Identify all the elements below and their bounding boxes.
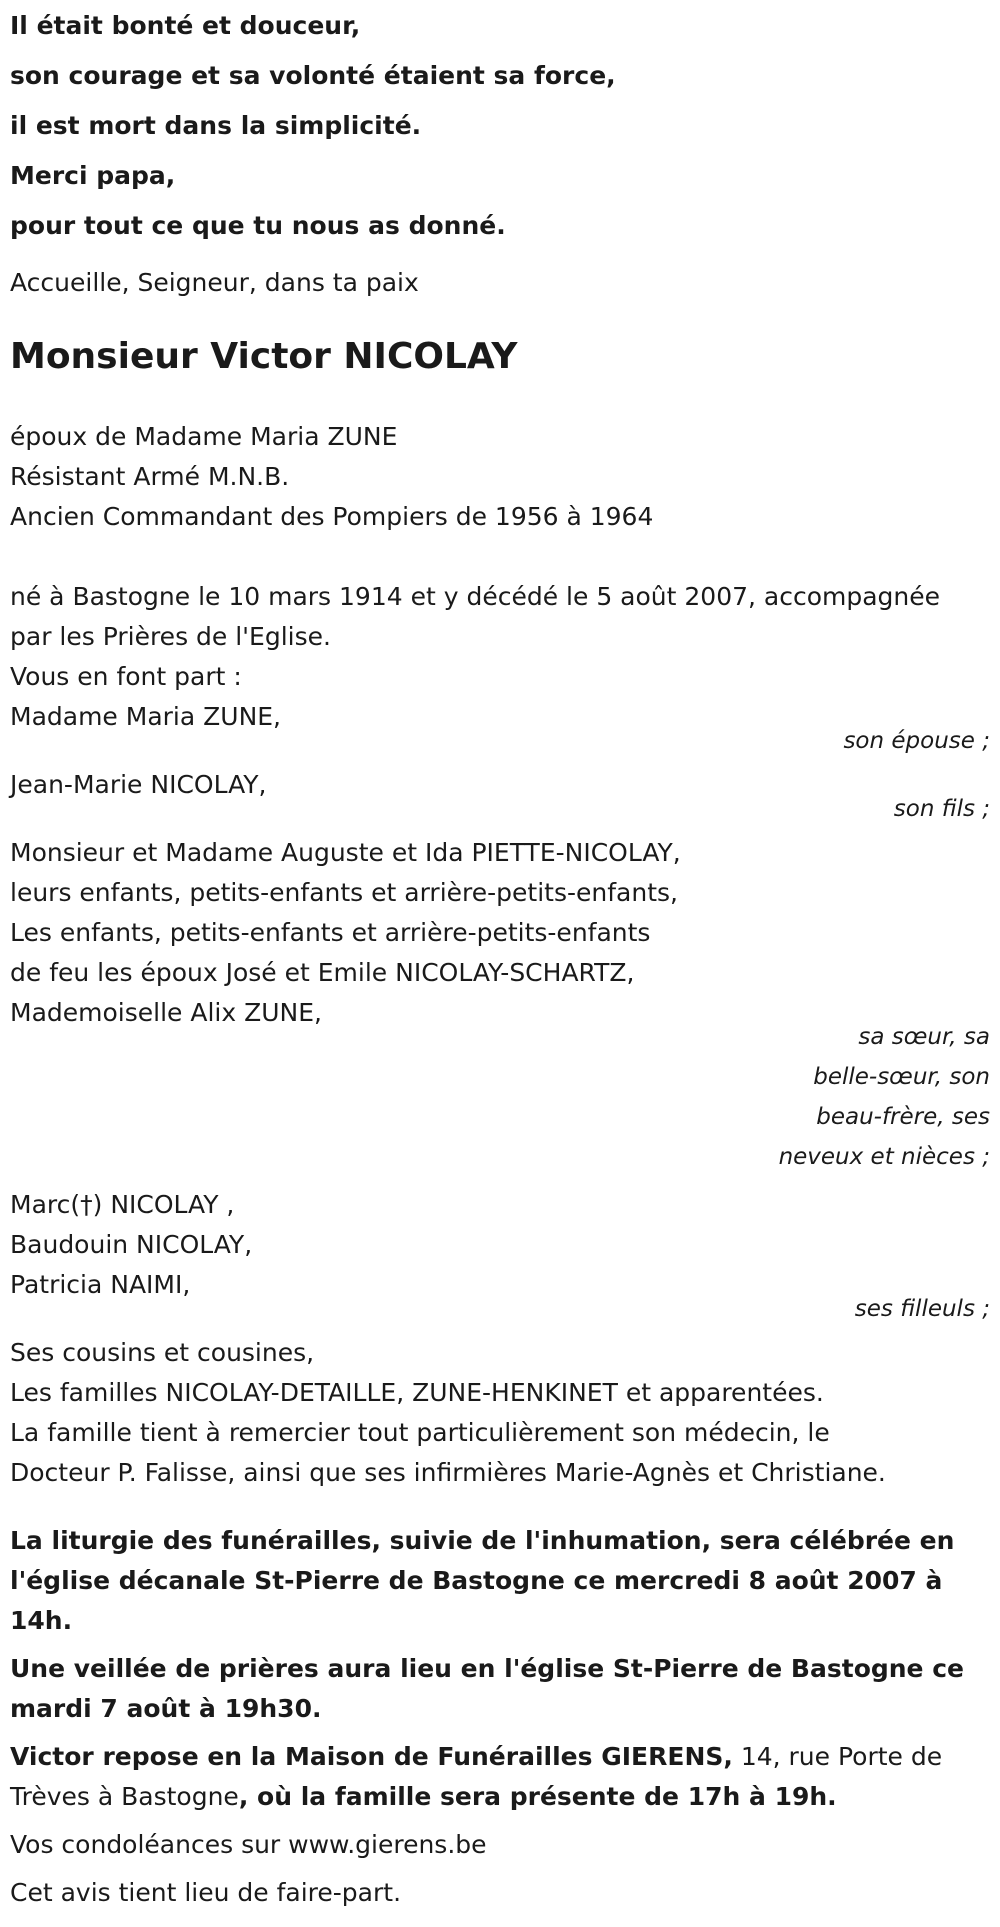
birth-death-block — [10, 577, 990, 657]
condolences-link: Vos condoléances sur www.gierens.be — [10, 1830, 487, 1859]
funeral-line: l'église décanale St-Pierre de Bastogne ce mercredi 8 août 2007 à 14h. — [10, 1566, 943, 1635]
family-group-siblings — [10, 833, 990, 1177]
repose-line — [10, 1737, 990, 1777]
funeral-line: La liturgie des funérailles, suivie de l'inhumation, sera célébrée en — [10, 1526, 955, 1555]
poem-line: Il était bonté et douceur, — [10, 11, 361, 40]
repose-address-1: 14, rue Porte de — [732, 1742, 943, 1771]
family-group-spouse — [10, 697, 990, 761]
family-name: leurs enfants, petits-enfants et arrière-petits-enfants, — [10, 878, 678, 907]
family-name: Mademoiselle Alix ZUNE, — [10, 998, 322, 1027]
repose-info — [10, 1737, 990, 1817]
family-name: Jean-Marie NICOLAY, — [10, 770, 267, 799]
closing-line: Les familles NICOLAY-DETAILLE, ZUNE-HENKINET et apparentées. — [10, 1378, 824, 1407]
family-group-son — [10, 765, 990, 829]
role-line: neveux et nièces ; — [778, 1144, 990, 1170]
role-line: belle-sœur, son — [813, 1064, 990, 1090]
deceased-name: Monsieur Victor NICOLAY — [10, 336, 518, 377]
birth-death-line: né à Bastogne le 10 mars 1914 et y décédé le 5 août 2007, accompagnée — [10, 582, 941, 611]
family-group-godchildren — [10, 1185, 990, 1329]
role-line: son fils ; — [893, 796, 990, 822]
vigil-line: mardi 7 août à 19h30. — [10, 1694, 322, 1723]
role-line: beau-frère, ses — [816, 1104, 990, 1130]
family-name: Monsieur et Madame Auguste et Ida PIETTE-NICOLAY, — [10, 838, 681, 867]
repose-bold-end: , où la famille sera présente de 17h à 19h. — [238, 1782, 837, 1811]
poem-line: il est mort dans la simplicité. — [10, 111, 422, 140]
closing-line: Ses cousins et cousines, — [10, 1338, 315, 1367]
intro-block — [10, 417, 990, 537]
funeral-info — [10, 1521, 990, 1641]
poem-line: Merci papa, — [10, 161, 176, 190]
repose-bold-start: Victor repose en la Maison de Funérailles GIERENS, — [10, 1742, 733, 1771]
intro-line: Ancien Commandant des Pompiers de 1956 à 1964 — [10, 502, 654, 531]
poem-line: son courage et sa volonté étaient sa force, — [10, 61, 616, 90]
announce-label: Vous en font part : — [10, 662, 242, 691]
role-line: son épouse ; — [843, 728, 990, 754]
obituary-notice — [0, 1, 1000, 1913]
family-name: Patricia NAIMI, — [10, 1270, 191, 1299]
family-name: Marc(†) NICOLAY , — [10, 1190, 235, 1219]
repose-line — [10, 1777, 990, 1817]
birth-death-line: par les Prières de l'Eglise. — [10, 622, 331, 651]
repose-address-2: Trèves à Bastogne — [10, 1782, 239, 1811]
vigil-info — [10, 1649, 990, 1729]
poem — [10, 1, 990, 251]
closing-block — [10, 1333, 990, 1493]
family-name: Baudouin NICOLAY, — [10, 1230, 253, 1259]
family-name: Madame Maria ZUNE, — [10, 702, 282, 731]
family-role — [10, 1017, 990, 1177]
vigil-line: Une veillée de prières aura lieu en l'église St-Pierre de Bastogne ce — [10, 1654, 964, 1683]
family-name: de feu les époux José et Emile NICOLAY-SCHARTZ, — [10, 958, 635, 987]
family-name: Les enfants, petits-enfants et arrière-petits-enfants — [10, 918, 651, 947]
closing-line: Docteur P. Falisse, ainsi que ses infirmières Marie-Agnès et Christiane. — [10, 1458, 886, 1487]
prayer: Accueille, Seigneur, dans ta paix — [10, 268, 419, 297]
notice-text: Cet avis tient lieu de faire-part. — [10, 1878, 402, 1907]
intro-line: époux de Madame Maria ZUNE — [10, 422, 398, 451]
role-line: ses filleuls ; — [854, 1296, 990, 1322]
poem-line: pour tout ce que tu nous as donné. — [10, 211, 506, 240]
closing-line: La famille tient à remercier tout particulièrement son médecin, le — [10, 1418, 830, 1447]
intro-line: Résistant Armé M.N.B. — [10, 462, 290, 491]
role-line: sa sœur, sa — [858, 1024, 990, 1050]
